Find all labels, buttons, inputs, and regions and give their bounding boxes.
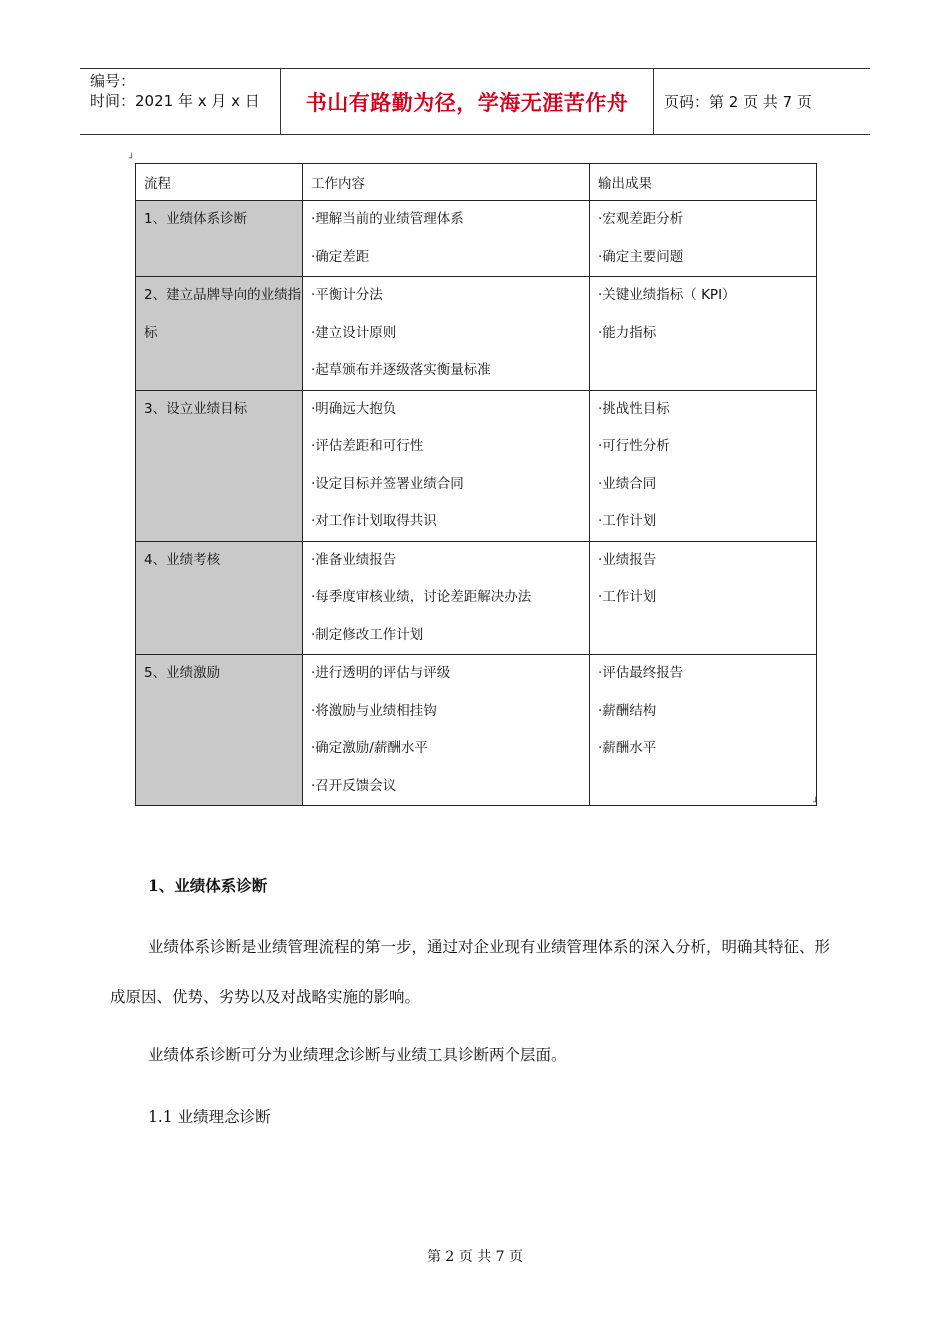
work-item: ·对工作计划取得共识 <box>311 513 437 529</box>
output-cell <box>590 541 817 655</box>
work-cell <box>303 201 590 277</box>
work-item: ·进行透明的评估与评级 <box>311 665 451 681</box>
table-corner-mark: ┘ <box>129 154 135 164</box>
process-cell <box>136 655 303 806</box>
output-item: ·业绩报告 <box>598 551 657 568</box>
work-item: ·平衡计分法 <box>311 287 383 303</box>
paragraph: 业绩体系诊断可分为业绩理念诊断与业绩工具诊断两个层面。 <box>148 1046 567 1064</box>
table-row <box>136 201 817 277</box>
process-label: 1、业绩体系诊断 <box>144 211 248 227</box>
output-cell <box>590 390 817 541</box>
work-item: ·确定差距 <box>311 248 370 265</box>
process-label: 5、业绩激励 <box>144 665 221 681</box>
output-cell <box>590 277 817 391</box>
header-work: 工作内容 <box>303 164 590 201</box>
process-cell <box>136 390 303 541</box>
output-item: ·宏观差距分析 <box>598 211 684 227</box>
page-header <box>80 68 870 135</box>
work-item: ·每季度审核业绩，讨论差距解决办法 <box>311 589 532 605</box>
header-motto: 书山有路勤为径，学海无涯苦作舟 <box>305 90 629 115</box>
work-item: ·建立设计原则 <box>311 324 397 341</box>
page-footer: 第 2 页 共 7 页 <box>426 1249 524 1265</box>
table-corner-mark: ┘ <box>813 798 819 808</box>
document-time-label: 时间：2021 年 x 月 x 日 <box>90 92 260 110</box>
work-item: ·准备业绩报告 <box>311 551 397 568</box>
output-item: ·评估最终报告 <box>598 665 684 681</box>
header-meta <box>80 69 281 134</box>
work-item: ·确定激励/薪酬水平 <box>311 740 428 756</box>
table-row <box>136 655 817 806</box>
section-title: 1、业绩体系诊断 <box>148 876 268 895</box>
table-row <box>136 541 817 655</box>
header-process: 流程 <box>136 164 303 201</box>
work-cell <box>303 277 590 391</box>
header-output: 输出成果 <box>590 164 817 201</box>
process-label: 4、业绩考核 <box>144 551 221 568</box>
work-item: ·明确远大抱负 <box>311 400 397 417</box>
table-row <box>136 277 817 391</box>
subsection-title: 1.1 业绩理念诊断 <box>148 1108 271 1126</box>
process-cell <box>136 541 303 655</box>
work-item: ·将激励与业绩相挂钩 <box>311 702 437 719</box>
work-cell <box>303 390 590 541</box>
work-item: ·设定目标并签署业绩合同 <box>311 475 464 492</box>
work-cell <box>303 541 590 655</box>
work-item: ·制定修改工作计划 <box>311 626 424 643</box>
output-item: ·确定主要问题 <box>598 248 684 265</box>
output-item: ·关键业绩指标（ KPI） <box>598 287 736 303</box>
output-item: ·可行性分析 <box>598 438 670 454</box>
header-motto-cell <box>281 69 654 134</box>
paragraph: 业绩体系诊断是业绩管理流程的第一步，通过对企业现有业绩管理体系的深入分析，明确其特征、形成原因、优势、劣势以及对战略实施的影响。 <box>110 938 831 1006</box>
output-item: ·工作计划 <box>598 589 657 605</box>
table-row <box>136 390 817 541</box>
output-item: ·薪酬结构 <box>598 702 657 719</box>
work-item: ·起草颁布并逐级落实衡量标准 <box>311 362 491 378</box>
process-cell <box>136 201 303 277</box>
work-item: ·评估差距和可行性 <box>311 438 424 454</box>
output-item: ·能力指标 <box>598 324 657 341</box>
output-item: ·工作计划 <box>598 513 657 529</box>
header-page-label: 页码：第 2 页 共 7 页 <box>664 93 812 111</box>
process-table <box>135 163 817 806</box>
process-cell <box>136 277 303 391</box>
document-number-label: 编号： <box>90 72 136 90</box>
work-cell <box>303 655 590 806</box>
output-item: ·挑战性目标 <box>598 400 670 417</box>
output-cell <box>590 655 817 806</box>
work-item: ·召开反馈会议 <box>311 777 397 794</box>
process-label: 3、设立业绩目标 <box>144 400 248 417</box>
work-item: ·理解当前的业绩管理体系 <box>311 211 464 227</box>
output-cell <box>590 201 817 277</box>
process-label: 2、建立品牌导向的业绩指标 <box>144 287 302 341</box>
output-item: ·业绩合同 <box>598 475 657 492</box>
output-item: ·薪酬水平 <box>598 740 657 756</box>
table-header-row <box>136 164 817 201</box>
